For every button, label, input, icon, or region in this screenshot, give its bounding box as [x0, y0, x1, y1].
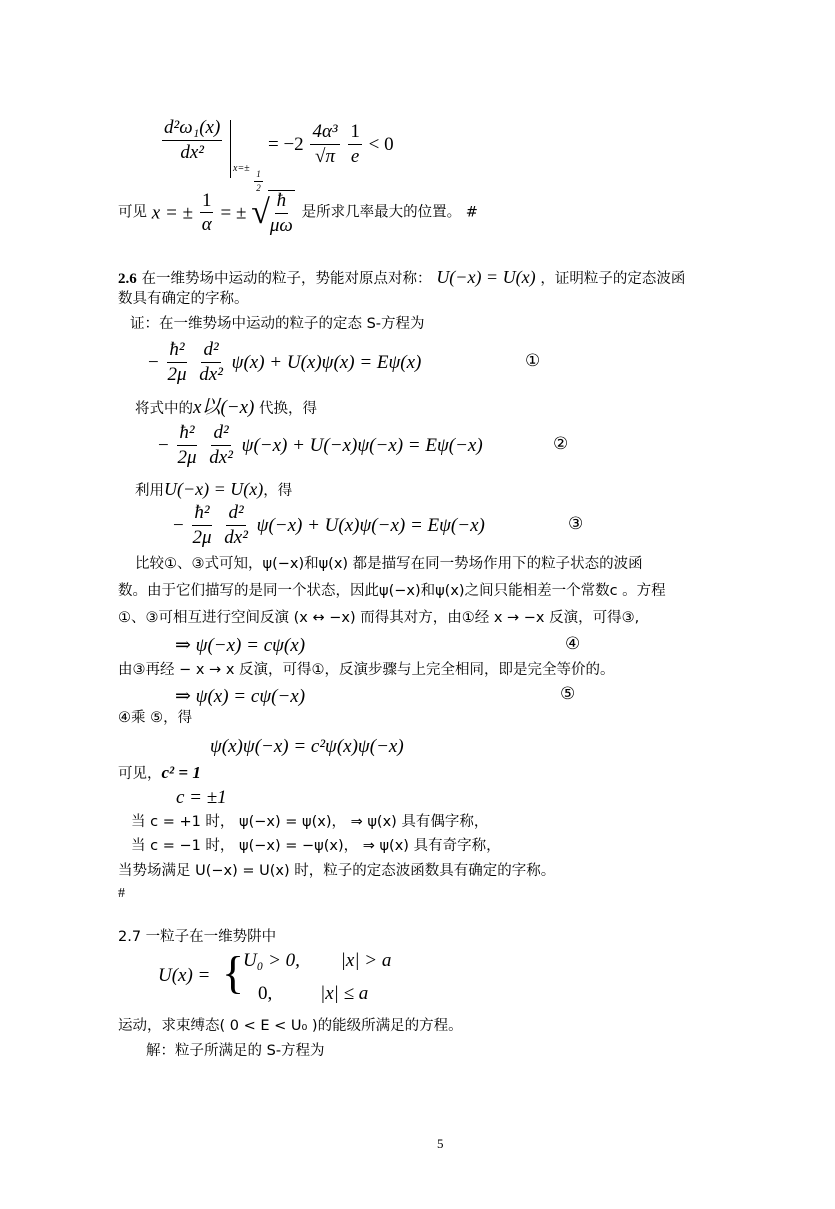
equation-5: ⇒ ψ(x) = cψ(−x) [175, 686, 306, 707]
evaluation-bar [230, 120, 231, 178]
equation-6: ψ(x)ψ(−x) = c²ψ(x)ψ(−x) [210, 736, 404, 757]
multiply-line: ④乘 ⑤，得 [118, 710, 193, 726]
bound-state-question: 运动，求束缚态( 0 < E < U₀ )的能级所满足的方程。 [118, 1018, 463, 1034]
use-condition-line: 利用U(−x) = U(x)，得 [135, 479, 293, 499]
c-plus-minus-line: c = ±1 [176, 787, 227, 808]
piecewise-brace: { [222, 947, 245, 998]
paragraph-compare-line-3: ①、③可相互进行空间反演 (x ↔ −x) 而得其对方，由①经 x → −x 反演，可得③, [118, 610, 640, 626]
c-squared-line: 可见，c² = 1 [118, 763, 201, 782]
schrodinger-equation-2: − $\frac{\text{ħ²}}{2\mu}$ $\frac{\text{d²}}{\text{dx²}}$ ψ(−x) + U(−x)ψ(−x) = Eψ(−x) [158, 422, 483, 468]
equation-4: ⇒ ψ(−x) = cψ(x) [175, 635, 306, 656]
equation-marker-5: ⑤ [560, 684, 576, 704]
equation-marker-3: ③ [568, 514, 584, 534]
section-2-7-heading: 2.7 一粒子在一维势阱中 [118, 929, 277, 945]
odd-parity-case: 当 c = −1 时， ψ(−x) = −ψ(x)， ⇒ ψ(x) 具有奇字称， [131, 838, 501, 854]
conclusion-line: 当势场满足 U(−x) = U(x) 时，粒子的定态波函数具有确定的字称。 [118, 863, 556, 879]
potential-lhs: U(x) = [158, 965, 211, 986]
replace-line: 将式中的x以(−x) 代换，得 [135, 397, 317, 418]
equation-marker-2: ② [553, 434, 569, 454]
evaluation-point: x=± $\frac{1}{2}$ [233, 163, 261, 194]
piecewise-case-bottom: 0, |x| ≤ a [258, 983, 369, 1004]
section-2-6-heading: 2.6 在一维势场中运动的粒子，势能对原点对称： U(−x) = U(x) ，证明粒子的定态波函 [118, 267, 686, 287]
sqrt-sign: √ [251, 193, 270, 231]
piecewise-case-top: U₀ > 0, |x| > a [243, 950, 392, 971]
page-number: 5 [437, 1136, 444, 1151]
top-equation-rhs: = −2 $\frac{\text{4α³}}{√\pi}$ $\frac{1}{e}$ < 0 [268, 121, 394, 167]
section-2-6-heading-cont: 数具有确定的字称。 [118, 291, 249, 307]
schrodinger-equation-3: − $\frac{\text{ħ²}}{2\mu}$ $\frac{\text{d²}}{\text{dx²}}$ ψ(−x) + U(x)ψ(−x) = Eψ(−x) [173, 502, 485, 548]
proof-intro: 证：在一维势场中运动的粒子的定态 S-方程为 [130, 316, 425, 332]
second-derivative-fraction: $\frac{\text{d²ω₁(x)}}{\text{dx²}}$ [164, 117, 221, 163]
even-parity-case: 当 c = +1 时， ψ(−x) = ψ(x)， ⇒ ψ(x) 具有偶字称， [131, 814, 489, 830]
end-hash: # [118, 886, 125, 901]
paragraph-compare-line-2: 数。由于它们描写的是同一个状态，因此ψ(−x)和ψ(x)之间只能相差一个常数c 。方程 [118, 583, 666, 599]
equation-marker-1: ① [525, 351, 541, 371]
schrodinger-equation-1: − $\frac{\text{ħ²}}{2\mu}$ $\frac{\text{d²}}{\text{dx²}}$ ψ(x) + U(x)ψ(x) = Eψ(x) [148, 339, 422, 385]
paragraph-compare-line-1: 比较①、③式可知，ψ(−x)和ψ(x) 都是描写在同一势场作用下的粒子状态的波函 [135, 556, 643, 572]
paragraph-inverse: 由③再经 − x → x 反演，可得①，反演步骤与上完全相同，即是完全等价的。 [118, 662, 615, 678]
solution-intro: 解：粒子所满足的 S-方程为 [146, 1043, 325, 1059]
equation-marker-4: ④ [565, 634, 581, 654]
most-probable-position-line: 可见 x = ± $\frac{1}{\alpha}$ = ± √ $\frac{ħ}{\mu\omega}$ 是所求几率最大的位置。 # [118, 189, 478, 236]
